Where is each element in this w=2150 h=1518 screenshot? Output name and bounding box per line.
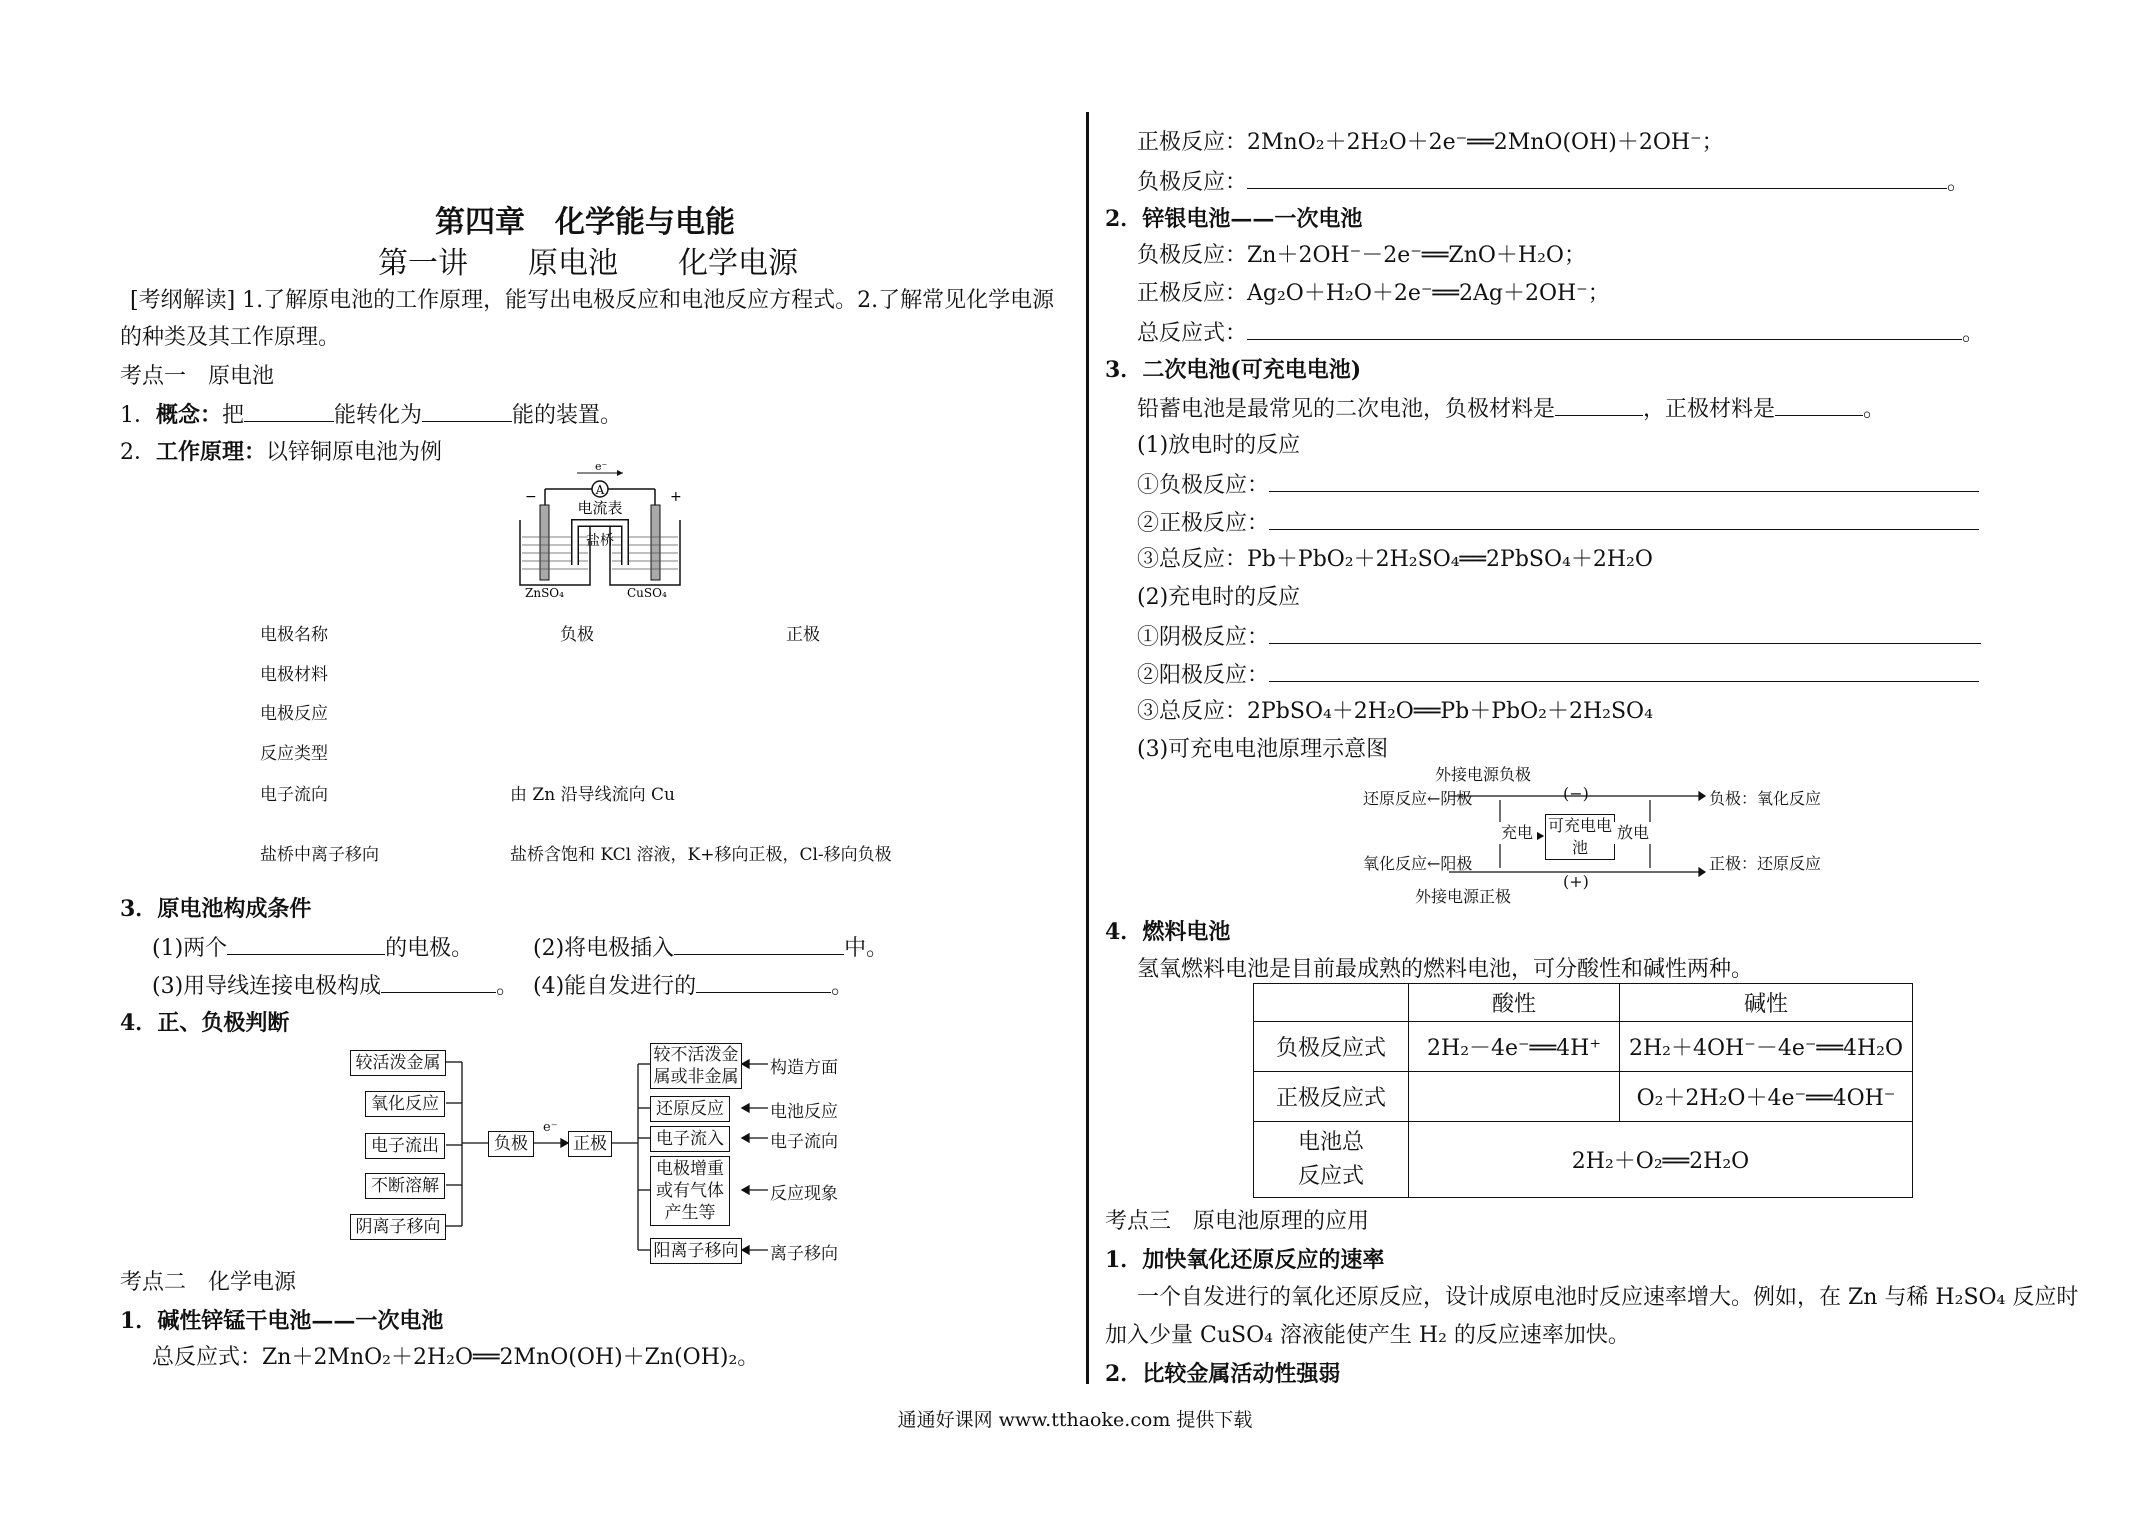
judge-aspect-label: 电子流向	[770, 1132, 838, 1152]
condition-1-pre: (1)两个	[152, 936, 228, 961]
lead-acid-post: 。	[1863, 397, 1886, 422]
table-header-base: 碱性	[1620, 984, 1913, 1022]
discharge-label: 放电	[1613, 822, 1653, 844]
judge-box-left: 较活泼金属	[350, 1050, 446, 1076]
table-row-label: 电极材料	[260, 665, 328, 685]
application-1-text-2: 加入少量 CuSO₄ 溶液能使产生 H₂ 的反应速率加快。	[1105, 1323, 1630, 1348]
figure-electron-label: e⁻	[595, 460, 608, 473]
judge-box-right: 电子流入	[650, 1126, 730, 1152]
ammeter-label: 电流表	[577, 499, 623, 517]
alkaline-title: 碱性锌锰干电池——一次电池	[157, 1308, 444, 1334]
negative-base-equation: 2H₂＋4OH⁻－4e⁻══4H₂O	[1620, 1022, 1913, 1072]
alkaline-total-reaction: 总反应式：Zn＋2MnO₂＋2H₂O══2MnO(OH)＋Zn(OH)₂。	[152, 1345, 760, 1370]
discharge-total: ③总反应：Pb＋PbO₂＋2H₂SO₄══2PbSO₄＋2H₂O	[1137, 547, 1653, 572]
cuso4-label: CuSO₄	[627, 586, 667, 600]
total-reaction-label	[1254, 1122, 1409, 1198]
judge-aspect-label: 构造方面	[770, 1058, 838, 1078]
table-header-acid: 酸性	[1409, 984, 1620, 1022]
judge-box-right: 较不活泼金属或非金属	[650, 1043, 742, 1089]
judge-box-left: 氧化反应	[365, 1091, 445, 1117]
alkaline-negative-end: 。	[1947, 170, 1970, 195]
charge-heading: (2)充电时的反应	[1137, 585, 1301, 610]
total-reaction-label-line-2: 反应式	[1297, 1163, 1364, 1189]
application-1-title: 加快氧化还原反应的速率	[1142, 1247, 1385, 1273]
judge-number: 4．	[120, 1010, 158, 1036]
syllabus-line-2: 的种类及其工作原理。	[120, 325, 341, 350]
lead-acid-mid: ，正极材料是	[1643, 397, 1776, 422]
condition-4-post: 。	[831, 974, 854, 999]
plus-terminal-label: (+)	[1563, 872, 1589, 891]
fuel-cell-table	[1253, 983, 1913, 1198]
anode-oxidation-label: 氧化反应←阳极	[1363, 854, 1473, 873]
alkaline-negative-label: 负极反应：	[1137, 170, 1248, 195]
application-2-number: 2．	[1105, 1361, 1143, 1387]
fuel-cell-title: 燃料电池	[1142, 919, 1231, 945]
principle-number: 2．	[120, 440, 156, 465]
secondary-title: 二次电池(可充电电池)	[1142, 357, 1362, 383]
salt-bridge-label: 盐桥	[586, 533, 614, 549]
discharge-positive-label: ②正极反应：	[1137, 511, 1270, 536]
table-cell-negative: 负极	[560, 625, 594, 645]
table-row-label: 反应类型	[260, 744, 328, 764]
judge-aspect-label: 电池反应	[770, 1102, 838, 1122]
application-1-number: 1．	[1105, 1247, 1143, 1273]
table-row	[1254, 1022, 1913, 1072]
table-row	[1254, 1122, 1913, 1198]
table-row-label: 电极名称	[260, 625, 328, 645]
judge-box-left: 不断溶解	[365, 1173, 445, 1199]
positive-base-equation: O₂＋2H₂O＋4e⁻══4OH⁻	[1620, 1072, 1913, 1122]
negative-acid-equation: 2H₂－4e⁻══4H⁺	[1409, 1022, 1620, 1072]
concept-mid: 能转化为	[334, 403, 423, 428]
zinc-silver-positive: 正极反应：Ag₂O＋H₂O＋2e⁻══2Ag＋2OH⁻；	[1137, 281, 1610, 306]
topic-3-heading: 考点三 原电池原理的应用	[1105, 1209, 1370, 1234]
topic-1-heading: 考点一 原电池	[120, 364, 275, 389]
negative-oxidation-label: 负极：氧化反应	[1709, 789, 1822, 808]
alkaline-number: 1．	[120, 1308, 158, 1334]
minus-sign: −	[525, 489, 537, 505]
judge-electron-label: e⁻	[543, 1120, 558, 1135]
positive-reduction-label: 正极：还原反应	[1709, 854, 1822, 873]
table-row	[1254, 1072, 1913, 1122]
footer-credit: 通通好课网 www.tthaoke.com 提供下载	[897, 1409, 1253, 1431]
charge-label: 充电	[1497, 822, 1537, 844]
fuel-cell-number: 4．	[1105, 919, 1143, 945]
chapter-title: 第四章 化学能与电能	[435, 205, 735, 240]
discharge-negative-label: ①负极反应：	[1137, 473, 1270, 498]
discharge-heading: (1)放电时的反应	[1137, 433, 1301, 458]
positive-electrode-box: 正极	[568, 1131, 612, 1157]
condition-3-pre: (3)用导线连接电极构成	[152, 974, 382, 999]
charge-anode-label: ②阳极反应：	[1137, 663, 1270, 688]
table-header-empty	[1254, 984, 1409, 1022]
ammeter-symbol: A	[595, 483, 605, 497]
lead-acid-pre: 铅蓄电池是最常见的二次电池，负极材料是	[1137, 397, 1556, 422]
judge-box-right: 电极增重或有气体产生等	[650, 1156, 730, 1226]
positive-acid-equation	[1409, 1072, 1620, 1122]
external-negative-label: 外接电源负极	[1435, 765, 1532, 784]
fuel-cell-intro: 氢氧燃料电池是目前最成熟的燃料电池，可分酸性和碱性两种。	[1137, 957, 1754, 982]
judge-box-right: 阳离子移向	[650, 1238, 742, 1264]
negative-reaction-label: 负极反应式	[1254, 1022, 1409, 1072]
total-reaction-label-line-1: 电池总	[1297, 1129, 1364, 1155]
application-2-title: 比较金属活动性强弱	[1142, 1361, 1341, 1387]
concept-number: 1．	[120, 403, 156, 428]
plus-sign: +	[670, 489, 682, 505]
syllabus-label: [考纲解读]	[130, 288, 236, 313]
condition-1-post: 的电极。	[385, 936, 474, 961]
alkaline-battery-heading	[120, 1306, 443, 1336]
condition-2-post: 中。	[844, 936, 889, 961]
table-cell-positive: 正极	[786, 625, 820, 645]
zinc-silver-number: 2．	[1105, 206, 1143, 232]
table-cell-negative: 由 Zn 沿导线流向 Cu	[510, 785, 675, 805]
table-row-label: 电子流向	[260, 785, 328, 805]
negative-electrode-box: 负极	[488, 1131, 534, 1157]
secondary-number: 3．	[1105, 357, 1143, 383]
concept-label: 概念：	[156, 402, 223, 428]
topic-2-heading: 考点二 化学电源	[120, 1270, 297, 1295]
zinc-silver-title: 锌银电池——一次电池	[1142, 206, 1363, 232]
concept-pre: 把	[222, 403, 245, 428]
application-1-text-1: 一个自发进行的氧化还原反应，设计成原电池时反应速率增大。例如，在 Zn 与稀 H₂SO₄ 反应时	[1137, 1285, 2079, 1310]
judge-box-left: 阴离子移向	[350, 1214, 446, 1240]
table-row-label: 电极反应	[260, 704, 328, 724]
column-divider	[1086, 112, 1089, 1384]
zinc-silver-negative: 负极反应：Zn＋2OH⁻－2e⁻══ZnO＋H₂O；	[1137, 243, 1586, 268]
alkaline-positive-equation: 2MnO₂＋2H₂O＋2e⁻══2MnO(OH)＋2OH⁻；	[1247, 130, 1724, 155]
conditions-number: 3．	[120, 896, 158, 922]
minus-terminal-label: (−)	[1563, 784, 1589, 803]
judge-box-right: 还原反应	[650, 1096, 730, 1122]
cathode-reduction-label: 还原反应←阴极	[1363, 789, 1473, 808]
total-reaction-equation: 2H₂＋O₂══2H₂O	[1409, 1122, 1913, 1198]
rechargeable-battery-box: 可充电电池	[1545, 814, 1615, 860]
judge-aspect-label: 离子移向	[770, 1244, 838, 1264]
zinc-silver-total-end: 。	[1962, 321, 1985, 346]
condition-3-post: 。	[496, 974, 519, 999]
alkaline-positive-label: 正极反应：	[1137, 130, 1248, 155]
charge-cathode-label: ①阴极反应：	[1137, 625, 1270, 650]
positive-reaction-label: 正极反应式	[1254, 1072, 1409, 1122]
judge-title: 正、负极判断	[157, 1010, 290, 1036]
table-row-label: 盐桥中离子移向	[260, 845, 379, 865]
principle-text: 以锌铜原电池为例	[266, 440, 443, 465]
syllabus-text: 1.了解原电池的工作原理，能写出电极反应和电池反应方程式。2.了解常见化学电源	[242, 288, 1055, 313]
external-positive-label: 外接电源正极	[1415, 887, 1512, 906]
conditions-title: 原电池构成条件	[157, 896, 312, 922]
application-2-heading	[1105, 1359, 1340, 1389]
zinc-silver-total-label: 总反应式：	[1137, 321, 1248, 346]
judge-aspect-label: 反应现象	[770, 1184, 838, 1204]
schematic-heading: (3)可充电电池原理示意图	[1137, 737, 1389, 762]
condition-4-pre: (4)能自发进行的	[533, 974, 697, 999]
lecture-title: 第一讲 原电池 化学电源	[378, 246, 798, 281]
judge-box-left: 电子流出	[365, 1133, 445, 1159]
concept-post: 能的装置。	[512, 403, 623, 428]
application-1-heading	[1105, 1245, 1384, 1275]
znso4-label: ZnSO₄	[525, 586, 564, 600]
table-cell-negative: 盐桥含饱和 KCl 溶液，K+移向正极，Cl-移向负极	[510, 845, 892, 865]
principle-label: 工作原理：	[156, 439, 267, 465]
table-row	[1254, 984, 1913, 1022]
judgement-connectors	[120, 0, 1080, 1300]
charge-total: ③总反应：2PbSO₄＋2H₂O══Pb＋PbO₂＋2H₂SO₄	[1137, 699, 1653, 724]
condition-2-pre: (2)将电极插入	[533, 936, 675, 961]
fuel-cell-heading	[1105, 917, 1230, 947]
